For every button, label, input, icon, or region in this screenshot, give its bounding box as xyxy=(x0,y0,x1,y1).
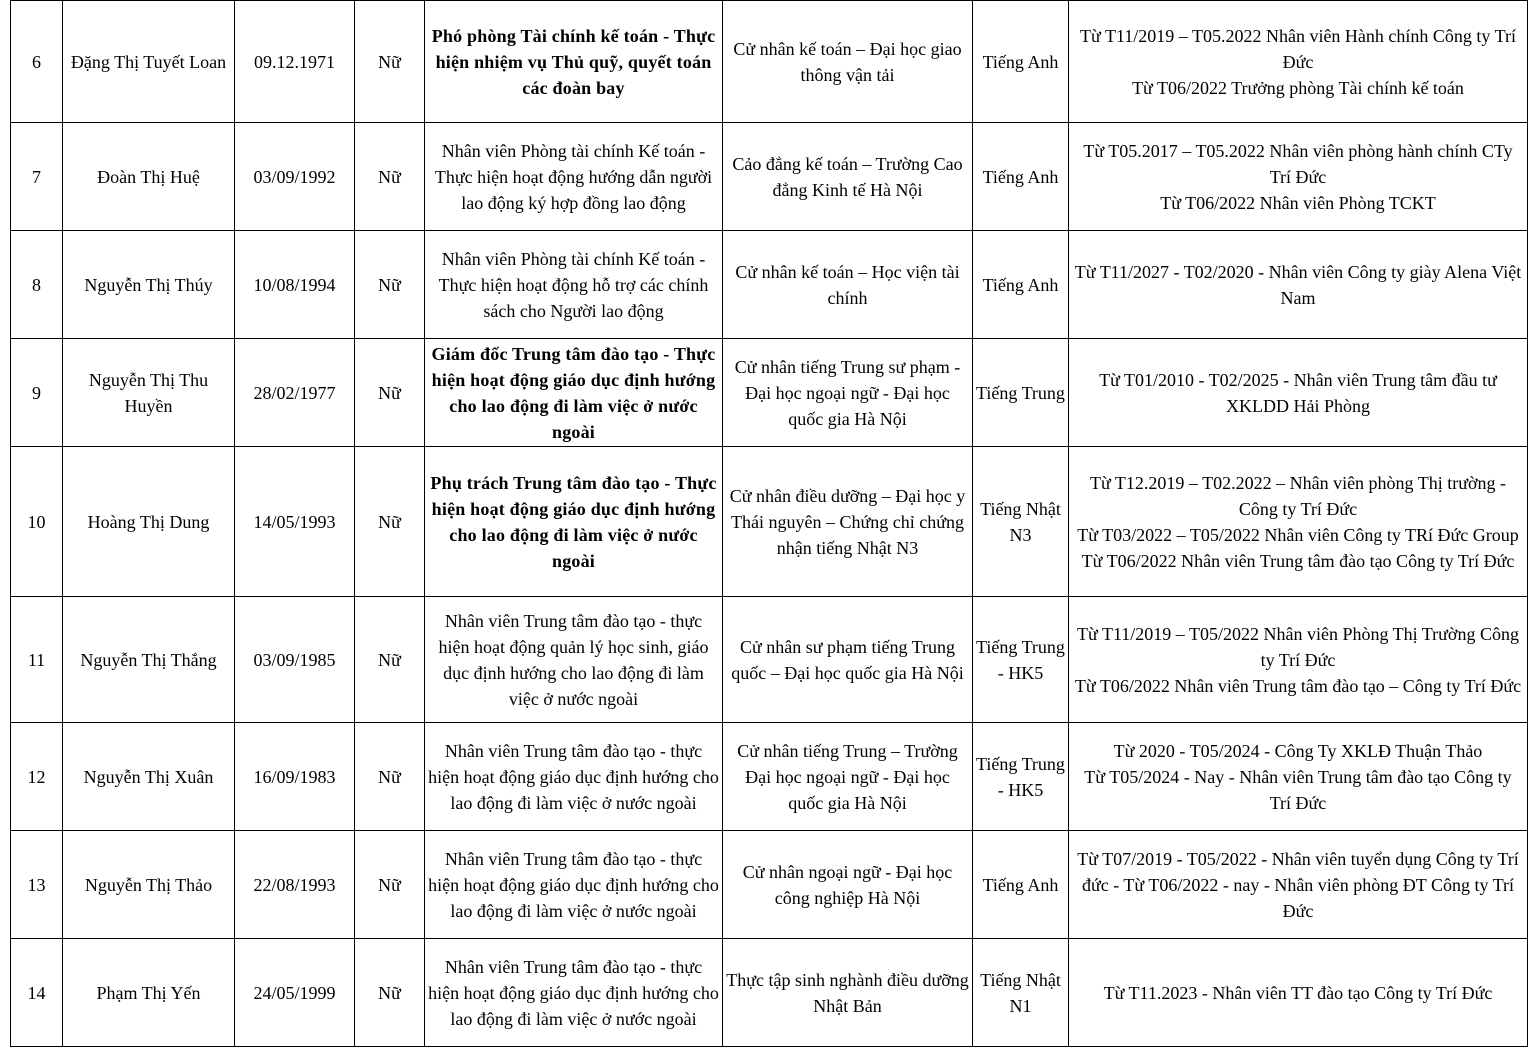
experience-line: Từ T11.2023 - Nhân viên TT đào tạo Công ty Trí Đức xyxy=(1103,982,1493,1003)
table-row xyxy=(11,597,1528,723)
gender-cell: Nữ xyxy=(355,231,425,339)
experience-line: Từ T03/2022 – T05/2022 Nhân viên Công ty TRí Đức Group xyxy=(1077,524,1519,545)
staff-table-body xyxy=(11,1,1528,1047)
education-cell: Cử nhân ngoại ngữ - Đại học công nghiệp Hà Nội xyxy=(723,831,973,939)
row-number-cell: 6 xyxy=(11,1,63,123)
education-cell: Cử nhân tiếng Trung – Trường Đại học ngoại ngữ - Đại học quốc gia Hà Nội xyxy=(723,723,973,831)
education-cell: Cử nhân tiếng Trung sư phạm - Đại học ngoại ngữ - Đại học quốc gia Hà Nội xyxy=(723,339,973,447)
gender-cell: Nữ xyxy=(355,1,425,123)
full-name-cell: Phạm Thị Yến xyxy=(63,939,235,1047)
position-cell: Phụ trách Trung tâm đào tạo - Thực hiện hoạt động giáo dục định hướng cho lao động đi làm việc ở nước ngoài xyxy=(425,447,723,597)
position-cell: Nhân viên Phòng tài chính Kế toán - Thực hiện hoạt động hỗ trợ các chính sách cho Người lao động xyxy=(425,231,723,339)
table-row xyxy=(11,231,1528,339)
experience-cell xyxy=(1069,723,1528,831)
row-number-cell: 10 xyxy=(11,447,63,597)
experience-line: Từ T06/2022 Nhân viên Trung tâm đào tạo – Công ty Trí Đức xyxy=(1074,675,1522,696)
gender-cell: Nữ xyxy=(355,939,425,1047)
position-cell: Nhân viên Trung tâm đào tạo - thực hiện hoạt động quản lý học sinh, giáo dục định hướng cho lao động đi làm việc ở nước ngoài xyxy=(425,597,723,723)
education-cell: Cử nhân sư phạm tiếng Trung quốc – Đại học quốc gia Hà Nội xyxy=(723,597,973,723)
education-cell: Cảo đẳng kế toán – Trường Cao đẳng Kinh tế Hà Nội xyxy=(723,123,973,231)
date-of-birth-cell: 24/05/1999 xyxy=(235,939,355,1047)
experience-cell xyxy=(1069,447,1528,597)
experience-line: Từ T05/2024 - Nay - Nhân viên Trung tâm đào tạo Công ty Trí Đức xyxy=(1084,766,1512,813)
full-name-cell: Đặng Thị Tuyết Loan xyxy=(63,1,235,123)
table-row xyxy=(11,831,1528,939)
experience-line: Từ T12.2019 – T02.2022 – Nhân viên phòng Thị trường - Công ty Trí Đức xyxy=(1089,472,1506,519)
experience-line: Từ 2020 - T05/2024 - Công Ty XKLĐ Thuận Thảo xyxy=(1113,740,1483,761)
full-name-cell: Nguyễn Thị Thảo xyxy=(63,831,235,939)
row-number-cell: 11 xyxy=(11,597,63,723)
language-cell: Tiếng Trung xyxy=(973,339,1069,447)
gender-cell: Nữ xyxy=(355,123,425,231)
full-name-cell: Đoàn Thị Huệ xyxy=(63,123,235,231)
date-of-birth-cell: 16/09/1983 xyxy=(235,723,355,831)
gender-cell: Nữ xyxy=(355,447,425,597)
row-number-cell: 7 xyxy=(11,123,63,231)
language-cell: Tiếng Anh xyxy=(973,123,1069,231)
language-cell: Tiếng Trung - HK5 xyxy=(973,723,1069,831)
date-of-birth-cell: 09.12.1971 xyxy=(235,1,355,123)
experience-line: Từ T06/2022 Nhân viên Phòng TCKT xyxy=(1160,192,1436,213)
full-name-cell: Nguyễn Thị Xuân xyxy=(63,723,235,831)
language-cell: Tiếng Anh xyxy=(973,831,1069,939)
full-name-cell: Hoàng Thị Dung xyxy=(63,447,235,597)
date-of-birth-cell: 03/09/1992 xyxy=(235,123,355,231)
table-row xyxy=(11,723,1528,831)
row-number-cell: 13 xyxy=(11,831,63,939)
position-cell: Phó phòng Tài chính kế toán - Thực hiện nhiệm vụ Thủ quỹ, quyết toán các đoàn bay xyxy=(425,1,723,123)
education-cell: Cử nhân điều dưỡng – Đại học y Thái nguyên – Chứng chỉ chứng nhận tiếng Nhật N3 xyxy=(723,447,973,597)
language-cell: Tiếng Nhật N3 xyxy=(973,447,1069,597)
position-cell: Giám đốc Trung tâm đào tạo - Thực hiện hoạt động giáo dục định hướng cho lao động đi làm việc ở nước ngoài xyxy=(425,339,723,447)
experience-line: Từ T05.2017 – T05.2022 Nhân viên phòng hành chính CTy Trí Đức xyxy=(1083,140,1513,187)
position-cell: Nhân viên Trung tâm đào tạo - thực hiện hoạt động giáo dục định hướng cho lao động đi làm việc ở nước ngoài xyxy=(425,939,723,1047)
experience-cell xyxy=(1069,597,1528,723)
date-of-birth-cell: 03/09/1985 xyxy=(235,597,355,723)
table-row xyxy=(11,339,1528,447)
row-number-cell: 8 xyxy=(11,231,63,339)
education-cell: Cử nhân kế toán – Học viện tài chính xyxy=(723,231,973,339)
education-cell: Thực tập sinh nghành điều dưỡng Nhật Bản xyxy=(723,939,973,1047)
position-cell: Nhân viên Trung tâm đào tạo - thực hiện hoạt động giáo dục định hướng cho lao động đi làm việc ở nước ngoài xyxy=(425,831,723,939)
language-cell: Tiếng Anh xyxy=(973,231,1069,339)
table-row xyxy=(11,939,1528,1047)
experience-cell xyxy=(1069,831,1528,939)
experience-line: Từ T11/2019 – T05.2022 Nhân viên Hành chính Công ty Trí Đức xyxy=(1080,25,1516,72)
date-of-birth-cell: 14/05/1993 xyxy=(235,447,355,597)
experience-cell xyxy=(1069,339,1528,447)
experience-cell xyxy=(1069,939,1528,1047)
table-row xyxy=(11,123,1528,231)
full-name-cell: Nguyễn Thị Thu Huyền xyxy=(63,339,235,447)
full-name-cell: Nguyễn Thị Thúy xyxy=(63,231,235,339)
position-cell: Nhân viên Trung tâm đào tạo - thực hiện hoạt động giáo dục định hướng cho lao động đi làm việc ở nước ngoài xyxy=(425,723,723,831)
table-row xyxy=(11,447,1528,597)
full-name-cell: Nguyễn Thị Thắng xyxy=(63,597,235,723)
gender-cell: Nữ xyxy=(355,723,425,831)
date-of-birth-cell: 28/02/1977 xyxy=(235,339,355,447)
experience-cell xyxy=(1069,1,1528,123)
staff-table xyxy=(10,0,1528,1047)
gender-cell: Nữ xyxy=(355,339,425,447)
experience-line: Từ T06/2022 Trưởng phòng Tài chính kế toán xyxy=(1132,77,1464,98)
row-number-cell: 14 xyxy=(11,939,63,1047)
table-row xyxy=(11,1,1528,123)
staff-table-container xyxy=(10,0,1528,1047)
experience-line: Từ T11/2027 - T02/2020 - Nhân viên Công ty giày Alena Việt Nam xyxy=(1074,261,1522,308)
experience-cell xyxy=(1069,123,1528,231)
education-cell: Cử nhân kế toán – Đại học giao thông vận tải xyxy=(723,1,973,123)
experience-line: Từ T01/2010 - T02/2025 - Nhân viên Trung tâm đầu tư XKLDD Hải Phòng xyxy=(1099,369,1497,416)
experience-cell xyxy=(1069,231,1528,339)
language-cell: Tiếng Nhật N1 xyxy=(973,939,1069,1047)
position-cell: Nhân viên Phòng tài chính Kế toán - Thực hiện hoạt động hướng dẫn người lao động ký hợp đồng lao động xyxy=(425,123,723,231)
row-number-cell: 12 xyxy=(11,723,63,831)
row-number-cell: 9 xyxy=(11,339,63,447)
gender-cell: Nữ xyxy=(355,831,425,939)
language-cell: Tiếng Trung - HK5 xyxy=(973,597,1069,723)
date-of-birth-cell: 22/08/1993 xyxy=(235,831,355,939)
gender-cell: Nữ xyxy=(355,597,425,723)
experience-line: Từ T07/2019 - T05/2022 - Nhân viên tuyển dụng Công ty Trí đức - Từ T06/2022 - nay - Nhân viên phòng ĐT Công ty Trí Đức xyxy=(1077,848,1519,921)
date-of-birth-cell: 10/08/1994 xyxy=(235,231,355,339)
experience-line: Từ T11/2019 – T05/2022 Nhân viên Phòng Thị Trường Công ty Trí Đức xyxy=(1077,623,1519,670)
language-cell: Tiếng Anh xyxy=(973,1,1069,123)
experience-line: Từ T06/2022 Nhân viên Trung tâm đào tạo Công ty Trí Đức xyxy=(1081,550,1515,571)
